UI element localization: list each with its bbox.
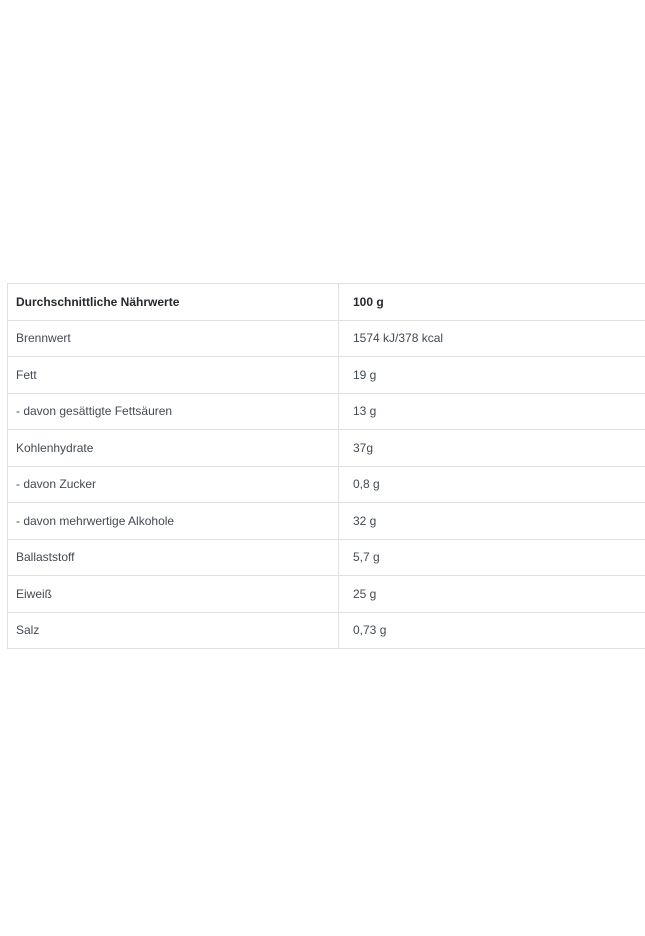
table-row [8,357,645,394]
nutrition-table-body [8,320,645,649]
nutrient-value-cell: 25 g [339,576,645,613]
nutrient-label-cell: Ballaststoff [8,539,339,576]
nutrient-value-cell: 37g [339,430,645,467]
nutrient-label-cell: Fett [8,357,339,394]
nutrient-label-cell: Salz [8,612,339,649]
header-cell-per-100g: 100 g [339,284,645,321]
table-row [8,430,645,467]
nutrient-label-cell: Brennwert [8,320,339,357]
nutrient-label-cell: - davon Zucker [8,466,339,503]
nutrient-value-cell: 13 g [339,393,645,430]
nutrient-value-cell: 5,7 g [339,539,645,576]
nutrient-value-cell: 19 g [339,357,645,394]
nutrient-value-cell: 1574 kJ/378 kcal [339,320,645,357]
nutrition-facts-table [7,283,645,649]
table-row [8,466,645,503]
nutrient-value-cell: 0,73 g [339,612,645,649]
nutrient-label-cell: Eiweiß [8,576,339,613]
header-cell-nutrients: Durchschnittliche Nährwerte [8,284,339,321]
table-row [8,503,645,540]
table-row [8,576,645,613]
table-row [8,612,645,649]
nutrient-label-cell: - davon mehrwertige Alkohole [8,503,339,540]
table-row [8,320,645,357]
table-header-row [8,284,645,321]
table-row [8,539,645,576]
nutrient-label-cell: Kohlenhydrate [8,430,339,467]
nutrient-label-cell: - davon gesättigte Fettsäuren [8,393,339,430]
table-row [8,393,645,430]
nutrition-table-head [8,284,645,321]
nutrient-value-cell: 32 g [339,503,645,540]
nutrient-value-cell: 0,8 g [339,466,645,503]
